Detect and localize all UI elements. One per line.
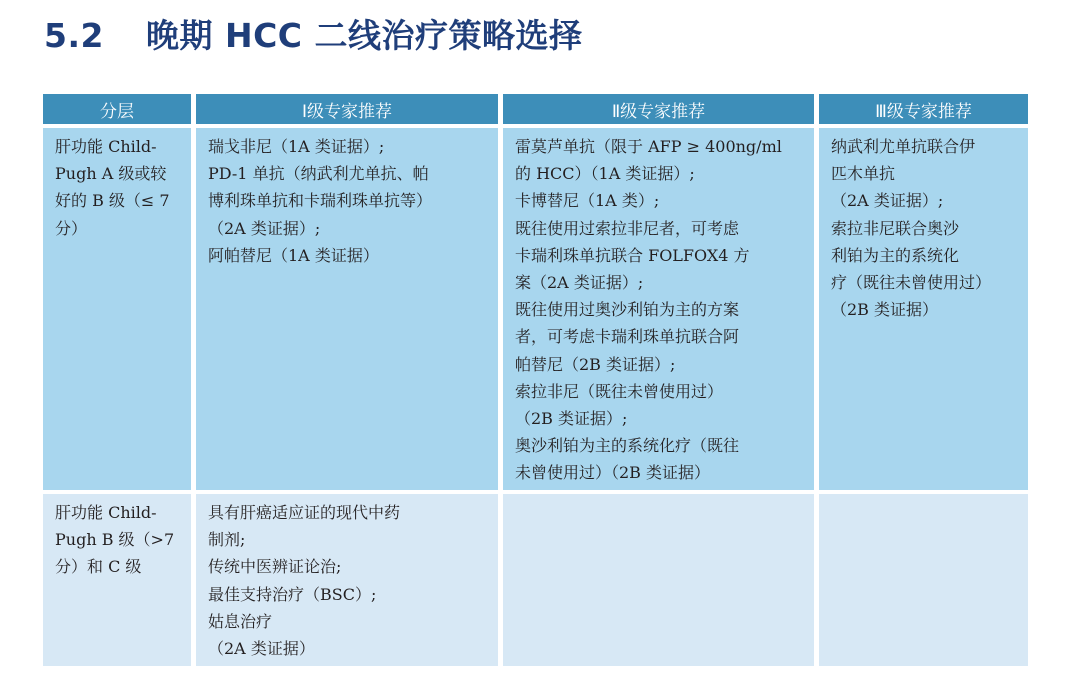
row1-level3-cell — [819, 128, 1028, 490]
cell-text-line: 纳武利尤单抗联合伊 — [831, 137, 976, 156]
cell-text-line: 分） — [55, 218, 88, 238]
cell-text-line: 奥沙利铂为主的系统化疗（既往 — [515, 436, 740, 456]
row2-level1-cell — [196, 494, 498, 666]
row2-stratum-cell — [43, 494, 191, 666]
cell-text-line: 雷莫芦单抗（限于 AFP ≥ 400ng/ml — [515, 137, 782, 156]
section-number: 5.2 — [44, 16, 104, 55]
cell-text-line: 既往使用过索拉非尼者，可考虑 — [515, 218, 740, 238]
cell-text-line: 卡瑞利珠单抗联合 FOLFOX4 方 — [515, 245, 750, 265]
cell-text-line: 利铂为主的系统化 — [831, 245, 960, 265]
cell-text-line: （2A 类证据）; — [831, 191, 944, 211]
cell-text-line: 卡博替尼（1A 类）; — [515, 191, 660, 211]
cell-text-line: 制剂; — [208, 530, 246, 550]
section-heading-text: 晚期 HCC 二线治疗策略选择 — [145, 16, 583, 55]
cell-text-line: 帕替尼（2B 类证据）; — [515, 354, 676, 374]
cell-text-line: 具有肝癌适应证的现代中药 — [208, 503, 401, 522]
cell-text-line: Pugh A 级或较 — [55, 164, 167, 184]
header-level-3: Ⅲ级专家推荐 — [819, 94, 1028, 124]
cell-text-line: PD-1 单抗（纳武利尤单抗、帕 — [208, 164, 429, 184]
cell-text-line: （2B 类证据）; — [515, 409, 628, 429]
cell-text-line: 阿帕替尼（1A 类证据） — [208, 245, 379, 265]
cell-text-line: 案（2A 类证据）; — [515, 273, 644, 293]
cell-text-line: 索拉非尼联合奥沙 — [831, 218, 960, 238]
cell-text-line: 博利珠单抗和卡瑞利珠单抗等） — [208, 191, 433, 211]
cell-text-line: （2A 类证据） — [208, 639, 315, 659]
cell-text-line: （2B 类证据） — [831, 300, 939, 320]
cell-text-line: 分）和 C 级 — [55, 557, 142, 577]
cell-text-line: 瑞戈非尼（1A 类证据）; — [208, 137, 385, 156]
cell-text-line: （2A 类证据）; — [208, 218, 321, 238]
cell-text-line: 疗（既往未曾使用过） — [831, 273, 992, 293]
cell-text-line: 未曾使用过）（2B 类证据） — [515, 463, 711, 483]
row2-level2-cell — [503, 494, 814, 666]
cell-text-line: 好的 B 级（≤ 7 — [55, 191, 170, 211]
header-level-1: Ⅰ级专家推荐 — [196, 94, 498, 124]
cell-text-line: 匹木单抗 — [831, 164, 896, 184]
cell-text-line: 既往使用过奥沙利铂为主的方案 — [515, 300, 740, 320]
cell-text-line: 的 HCC）（1A 类证据）; — [515, 164, 695, 184]
cell-text-line: 者，可考虑卡瑞利珠单抗联合阿 — [515, 327, 740, 347]
cell-text-line: 姑息治疗 — [208, 611, 273, 631]
recommendation-table — [43, 94, 1028, 666]
row1-level1-cell — [196, 128, 498, 490]
header-stratum: 分层 — [43, 94, 191, 124]
row1-stratum-cell — [43, 128, 191, 490]
cell-text-line: Pugh B 级（>7 — [55, 530, 175, 550]
row1-level2-cell — [503, 128, 814, 490]
cell-text-line: 最佳支持治疗（BSC）; — [208, 584, 377, 604]
cell-text-line: 肝功能 Child- — [55, 137, 157, 156]
section-title — [44, 10, 583, 57]
cell-text-line: 传统中医辨证论治; — [208, 557, 342, 577]
header-level-2: Ⅱ级专家推荐 — [503, 94, 814, 124]
cell-text-line: 索拉非尼（既往未曾使用过） — [515, 381, 724, 401]
cell-text-line: 肝功能 Child- — [55, 503, 157, 522]
row2-level3-cell — [819, 494, 1028, 666]
